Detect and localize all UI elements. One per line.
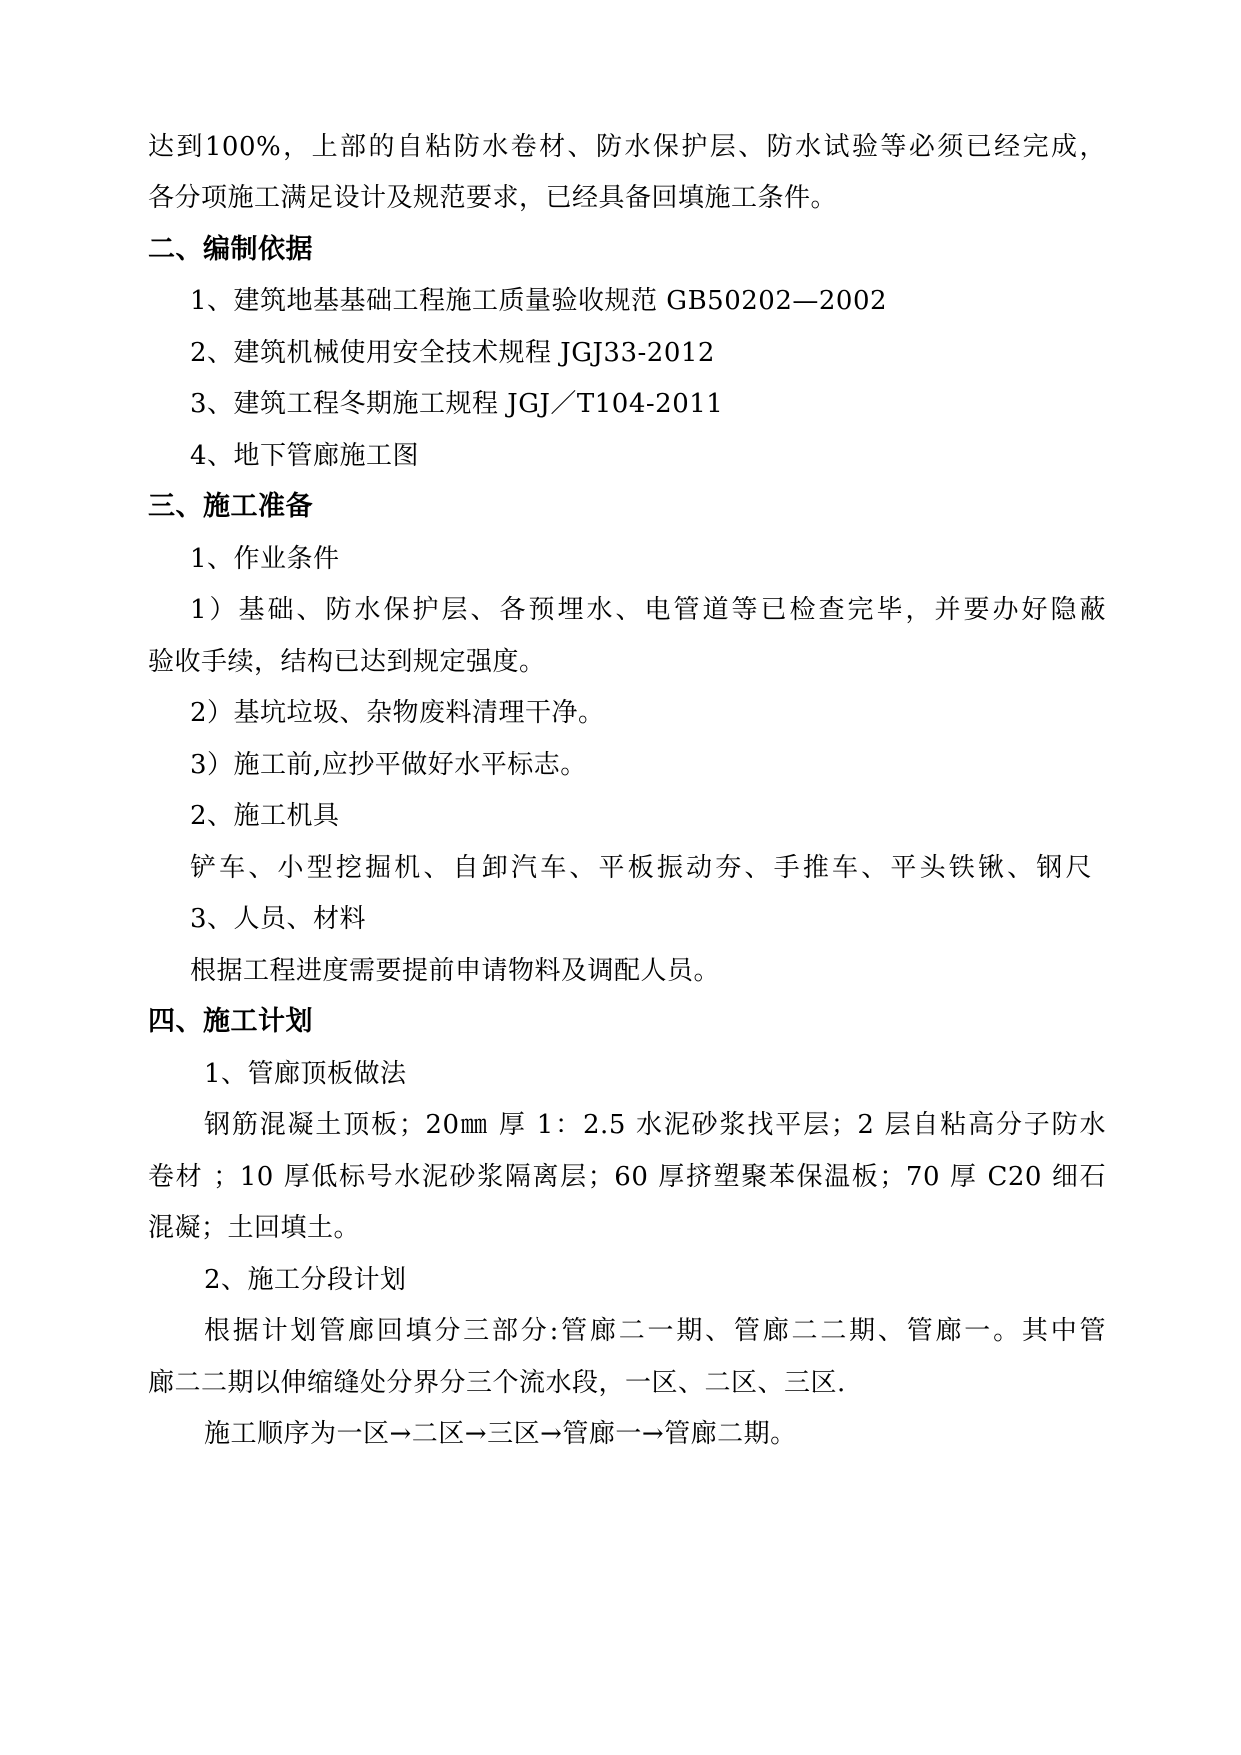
- roof-method-line-3: 混凝；土回填土。: [148, 1213, 361, 1243]
- tools-list: 铲车、小型挖掘机、自卸汽车、平板振动夯、手推车、平头铁锹、钢尺: [190, 853, 1092, 883]
- plan-sub-title-segments: 2、施工分段计划: [204, 1265, 407, 1295]
- basis-item-4: 4、地下管廊施工图: [190, 441, 420, 471]
- staff-text: 根据工程进度需要提前申请物料及调配人员。: [190, 956, 721, 986]
- condition-3: 3）施工前,应抄平做好水平标志。: [190, 750, 587, 780]
- condition-1-line-1: 1）基础、防水保护层、各预埋水、电管道等已检查完毕，并要办好隐蔽: [190, 595, 1106, 625]
- section-heading-preparation: 三、施工准备: [148, 491, 313, 522]
- condition-2: 2）基坑垃圾、杂物废料清理干净。: [190, 698, 605, 728]
- preparation-sub-title-tools: 2、施工机具: [190, 801, 340, 831]
- segment-plan-line-1: 根据计划管廊回填分三部分:管廊二一期、管廊二二期、管廊一。其中管: [204, 1316, 1106, 1346]
- construction-sequence: 施工顺序为一区→二区→三区→管廊一→管廊二期。: [204, 1419, 797, 1449]
- roof-method-line-2: 卷材 ；10 厚低标号水泥砂浆隔离层；60 厚挤塑聚苯保温板；70 厚 C20 细石: [148, 1162, 1106, 1192]
- basis-item-1: 1、建筑地基基础工程施工质量验收规范 GB50202—2002: [190, 286, 888, 316]
- basis-item-3: 3、建筑工程冬期施工规程 JGJ／T104-2011: [190, 389, 724, 419]
- roof-method-line-1: 钢筋混凝土顶板；20㎜ 厚 1：2.5 水泥砂浆找平层；2 层自粘高分子防水: [204, 1110, 1106, 1140]
- plan-sub-title-roof: 1、管廊顶板做法: [204, 1059, 407, 1089]
- preparation-sub-title-conditions: 1、作业条件: [190, 544, 340, 574]
- preparation-sub-title-staff: 3、人员、材料: [190, 904, 367, 934]
- section-heading-plan: 四、施工计划: [148, 1006, 313, 1037]
- section-heading-basis: 二、编制依据: [148, 234, 313, 265]
- condition-1-line-2: 验收手续，结构已达到规定强度。: [148, 647, 546, 677]
- segment-plan-line-2: 廊二二期以伸缩缝处分界分三个流水段，一区、二区、三区.: [148, 1368, 846, 1398]
- intro-paragraph-line-2: 各分项施工满足设计及规范要求，已经具备回填施工条件。: [148, 183, 838, 213]
- intro-paragraph-line-1: 达到100%，上部的自粘防水卷材、防水保护层、防水试验等必须已经完成，: [148, 132, 1106, 162]
- basis-item-2: 2、建筑机械使用安全技术规程 JGJ33-2012: [190, 338, 715, 368]
